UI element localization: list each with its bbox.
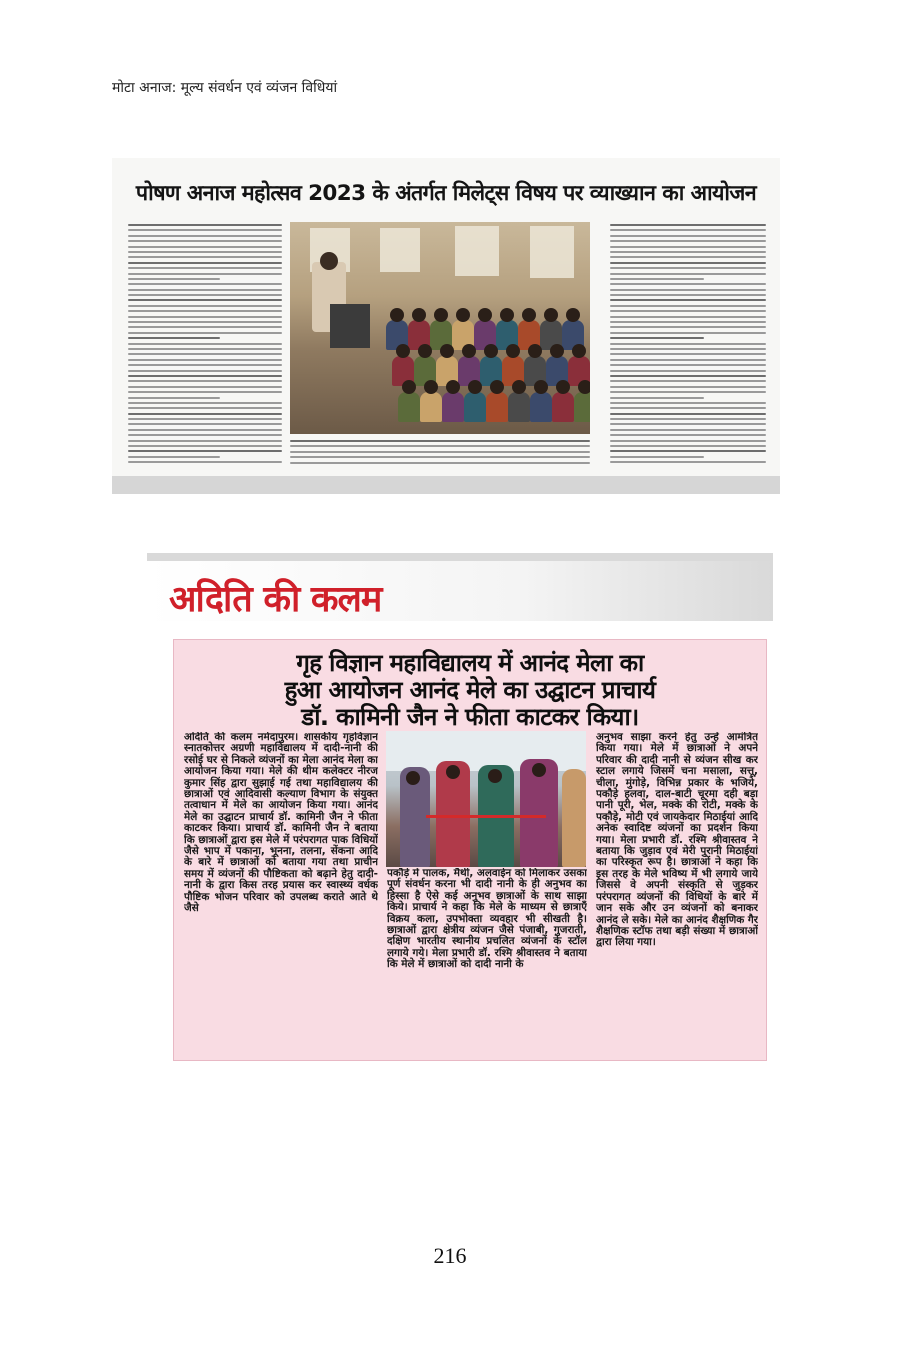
text-line — [610, 229, 766, 231]
ribbon-cutting-photo — [386, 731, 586, 867]
text-line — [610, 278, 704, 280]
text-line — [610, 224, 766, 226]
text-line — [610, 246, 766, 248]
text-line — [128, 413, 282, 415]
text-line — [610, 348, 766, 350]
text-line — [610, 343, 766, 345]
text-line — [610, 294, 766, 296]
audience-head — [544, 308, 558, 322]
text-line — [128, 337, 220, 339]
text-line — [128, 386, 282, 388]
audience-body — [574, 392, 590, 422]
story-headline-line1: गृह विज्ञान महाविद्यालय में आनंद मेला का — [296, 649, 644, 677]
audience-head — [412, 308, 426, 322]
text-line — [610, 310, 766, 312]
text-line — [610, 326, 766, 328]
audience-head — [572, 344, 586, 358]
text-line — [128, 299, 282, 301]
text-line — [610, 429, 766, 431]
audience-body — [552, 392, 574, 422]
lecture-hall-photo — [290, 222, 590, 434]
audience-body — [508, 392, 530, 422]
text-line — [128, 450, 282, 452]
text-line — [128, 418, 282, 420]
text-line — [610, 370, 766, 372]
clipping-headline: पोषण अनाज महोत्सव 2023 के अंतर्गत मिलेट्स विषय पर व्याख्यान का आयोजन — [135, 181, 757, 206]
audience-head — [462, 344, 476, 358]
text-line — [610, 461, 766, 463]
clipping-top-rule — [147, 553, 773, 561]
audience-head — [490, 380, 504, 394]
running-head: मोटा अनाज: मूल्य संवर्धन एवं व्यंजन विधियां — [112, 80, 338, 96]
text-line — [128, 283, 282, 285]
newspaper-masthead: अदिति की कलम — [169, 579, 382, 620]
text-line — [610, 251, 766, 253]
text-line — [128, 262, 282, 264]
text-line — [128, 305, 282, 307]
text-line — [128, 407, 282, 409]
text-line — [610, 256, 766, 258]
audience-head — [500, 308, 514, 322]
text-line — [128, 364, 282, 366]
text-line — [290, 456, 590, 458]
story-headline-line3: डॉ. कामिनी जैन ने फीता काटकर किया। — [301, 703, 639, 731]
audience-head — [512, 380, 526, 394]
text-line — [610, 337, 704, 339]
text-line — [610, 321, 766, 323]
audience-head — [578, 380, 590, 394]
story-column-2: पकौड़े में पालक, मैथी, अलवाईन को मिलाकर उसका पूर्ण संवर्धन करना भी दादी नानी के ही अनुभव का हिस्सा है ऐसे कई अनुभव छात्राओं के साथ साझा किये। प्राचार्य ने कहा कि मेले के माध्यम से छात्राएँ विक्रय कला, उपभोक्ता व्यवहार भी सीखती है। छात्राओं द्वारा क्षेत्रीय व्यंजन जैसे पंजाबी, गुजराती, दक्षिण भारतीय स्थानीय प्रचलित व्यंजनों के स्टॉल लगाये गये। मेला प्रभारी डॉ. रश्मि श्रीवास्तव ने बताया कि मेले में छात्राओं को दादी नानी के — [387, 868, 587, 971]
text-line — [610, 434, 766, 436]
text-line — [128, 423, 282, 425]
text-line — [610, 364, 766, 366]
audience-head — [484, 344, 498, 358]
text-line — [128, 289, 282, 291]
text-line — [128, 316, 282, 318]
text-line — [128, 267, 282, 269]
story-headline-line2: हुआ आयोजन आनंद मेले का उद्घाटन प्राचार्य — [284, 676, 656, 704]
text-line — [128, 251, 282, 253]
article-text-under-photo — [290, 440, 590, 467]
text-line — [128, 456, 220, 458]
text-line — [128, 353, 282, 355]
text-line — [128, 235, 282, 237]
article-text-column-left — [128, 224, 282, 467]
text-line — [610, 240, 766, 242]
text-line — [610, 397, 704, 399]
text-line — [610, 402, 766, 404]
text-line — [128, 402, 282, 404]
text-line — [128, 278, 220, 280]
text-line — [610, 391, 766, 393]
text-line — [128, 224, 282, 226]
audience-head — [506, 344, 520, 358]
text-line — [610, 273, 766, 275]
text-line — [128, 321, 282, 323]
text-line — [128, 359, 282, 361]
text-line — [128, 440, 282, 442]
audience-head — [440, 344, 454, 358]
audience-body — [420, 392, 442, 422]
text-line — [128, 375, 282, 377]
text-line — [610, 262, 766, 264]
text-line — [128, 429, 282, 431]
text-line — [128, 343, 282, 345]
text-line — [610, 359, 766, 361]
text-line — [610, 267, 766, 269]
text-line — [610, 413, 766, 415]
text-line — [610, 235, 766, 237]
audience-head — [528, 344, 542, 358]
audience-body — [530, 392, 552, 422]
audience-body — [398, 392, 420, 422]
text-line — [128, 370, 282, 372]
text-line — [128, 246, 282, 248]
text-line — [128, 229, 282, 231]
story-column-1: अदिति की कलम नर्मदापुरम। शासकीय गृहविज्ञान स्नातकोत्तर अग्रणी महाविद्यालय में दादी-नानी की रसोई घर से निकले व्यंजनों का मेला आनंद मेला का आयोजन किया गया। मेले की थीम कलेक्टर नीरज कुमार सिंह द्वारा सुझाई गई तथा महाविद्यालय की छात्राओं एवं आदिवासी कल्याण विभाग के संयुक्त तत्वाधान में मेले का आयोजन किया गया। आनंद मेले का उद्घाटन प्राचार्य डॉ. कामिनी जैन ने फीता काटकर किया। प्राचार्य डॉ. कामिनी जैन ने बताया कि छात्राओं द्वारा इस मेले में परंपरागत पाक विधियों जैसे भाप में पकाना, भूनना, तलना, सेंकना आदि के बारे में छात्राओं को बताया गया तथा प्राचीन समय में व्यंजनों की पौष्टिकता को बढ़ाने हेतु दादी-नानी के द्वारा किस तरह प्रयास कर स्वास्थ्य वर्धक पौष्टिक भोजन परिवार को उपलब्ध कराते आते थे जैसे — [184, 732, 378, 915]
text-line — [128, 256, 282, 258]
newspaper-clipping-millets-lecture — [112, 158, 780, 494]
text-line — [290, 451, 590, 453]
text-line — [128, 445, 282, 447]
audience-head — [390, 308, 404, 322]
text-line — [290, 440, 590, 442]
text-line — [610, 289, 766, 291]
text-line — [128, 348, 282, 350]
text-line — [290, 445, 590, 447]
text-line — [610, 305, 766, 307]
audience-head — [556, 380, 570, 394]
text-line — [128, 332, 282, 334]
text-line — [128, 434, 282, 436]
audience-head — [522, 308, 536, 322]
audience-body — [486, 392, 508, 422]
text-line — [128, 461, 282, 463]
text-line — [128, 391, 282, 393]
page-number: 216 — [433, 1243, 467, 1268]
text-line — [610, 386, 766, 388]
text-line — [610, 423, 766, 425]
text-line — [610, 283, 766, 285]
audience-head — [446, 380, 460, 394]
text-line — [128, 380, 282, 382]
text-line — [610, 299, 766, 301]
story-column-3: अनुभव साझा करने हेतु उन्हें आमंत्रित किया गया। मेले में छात्राओं ने अपने परिवार की दादी नानी से व्यंजन सीख कर स्टाल लगाये जिसमें चना मसाला, सत्तू, चीला, मुंगोड़े, विभिन्न प्रकार के भजिये, पकौड़े हलवा, दाल-बाटी चूरमा दही बड़ा पानी पूरी, भेल, मक्के की रोटी, मक्के के पकौड़े, मोटी एवं जायकेदार मिठाईयां आदि अनेक स्वादिष्ट व्यंजनों का प्रदर्शन किया गया। मेला प्रभारी डॉ. रश्मि श्रीवास्तव ने बताया कि जुड़ाव एवं मेरी पुरानी मिठाईयां का परिस्कृत रूप है। छात्राओं ने कहा कि इस तरह के मेले भविष्य में भी लगाये जाये जिससे वे अपनी संस्कृति से जुड़कर परंपरागत व्यंजनों की विधियों के बारे में जान सके और उन व्यंजनों को बनाकर आनंद ले सके। मेले का आनंद शैक्षणिक गैर शैक्षणिक स्टॉफ तथा बड़ी संख्या में छात्राओं द्वारा लिया गया। — [596, 732, 758, 949]
text-line — [290, 462, 590, 464]
audience-head — [456, 308, 470, 322]
text-line — [610, 375, 766, 377]
text-line — [128, 294, 282, 296]
text-line — [610, 450, 766, 452]
text-line — [610, 440, 766, 442]
audience-head — [424, 380, 438, 394]
text-line — [610, 353, 766, 355]
text-line — [128, 310, 282, 312]
text-line — [610, 316, 766, 318]
text-line — [128, 397, 220, 399]
audience-head — [468, 380, 482, 394]
text-line — [610, 332, 766, 334]
clipping-bottom-band — [112, 476, 780, 494]
text-line — [610, 418, 766, 420]
audience-head — [402, 380, 416, 394]
text-line — [610, 445, 766, 447]
audience-head — [566, 308, 580, 322]
newspaper-clipping-anand-mela — [147, 553, 773, 1068]
article-text-column-right — [610, 224, 766, 467]
audience-head — [478, 308, 492, 322]
text-line — [610, 456, 704, 458]
audience-body — [442, 392, 464, 422]
audience-head — [534, 380, 548, 394]
audience-head — [396, 344, 410, 358]
text-line — [610, 407, 766, 409]
audience-body — [464, 392, 486, 422]
text-line — [128, 326, 282, 328]
text-line — [610, 380, 766, 382]
audience-head — [434, 308, 448, 322]
audience-head — [550, 344, 564, 358]
audience-head — [418, 344, 432, 358]
text-line — [128, 273, 282, 275]
text-line — [128, 240, 282, 242]
